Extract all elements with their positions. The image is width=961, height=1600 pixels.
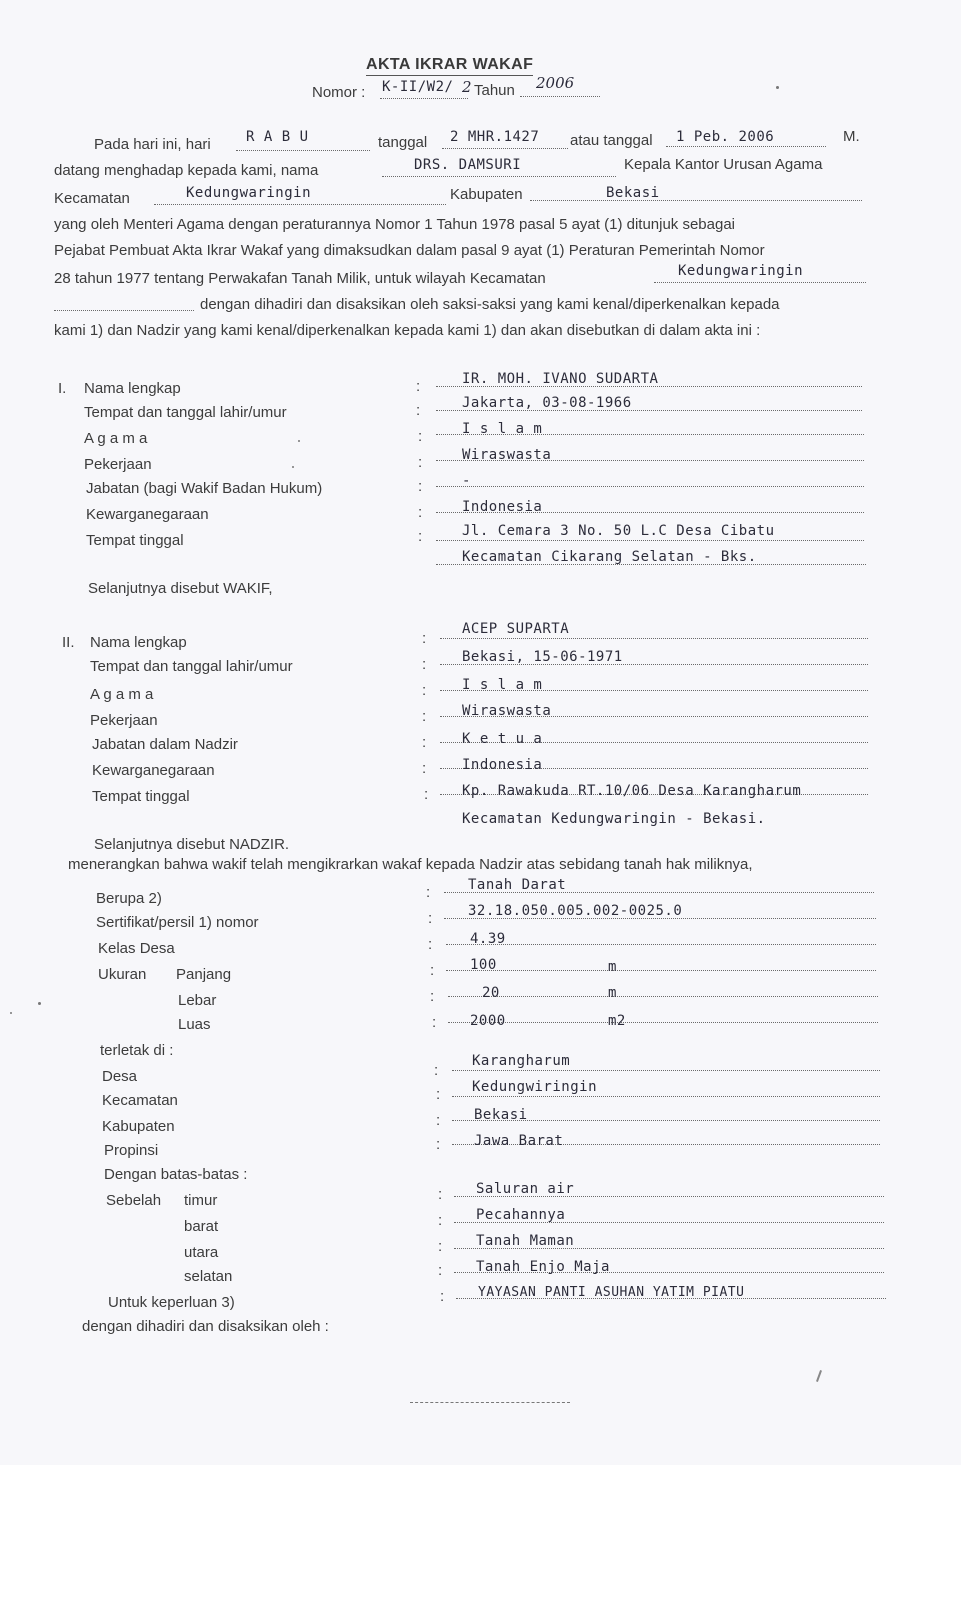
- colon: :: [424, 786, 429, 803]
- luas-label: Luas: [178, 1016, 211, 1033]
- desa-value: Karangharum: [472, 1053, 571, 1069]
- colon: :: [422, 630, 427, 647]
- dots: [448, 1022, 878, 1023]
- dots: [446, 970, 876, 971]
- colon: :: [422, 682, 427, 699]
- kelas-label: Kelas Desa: [98, 940, 175, 957]
- nadzir-jabatan: K e t u a: [462, 731, 543, 747]
- intro-l1-a: Pada hari ini, hari: [94, 136, 211, 153]
- intro-l2-b: Kepala Kantor Urusan Agama: [624, 156, 823, 173]
- colon: :: [418, 428, 423, 445]
- saksi-label: dengan dihadiri dan disaksikan oleh :: [82, 1318, 329, 1335]
- scan-speck: [292, 466, 294, 468]
- intro-l3-a: Kecamatan: [54, 190, 130, 207]
- terletak-label: terletak di :: [100, 1042, 174, 1059]
- nadzir-pekerjaan: Wiraswasta: [462, 703, 552, 719]
- dots: [448, 996, 878, 997]
- desa-label: Desa: [102, 1068, 138, 1085]
- barat-label: barat: [184, 1218, 219, 1235]
- timur-label: timur: [184, 1192, 218, 1209]
- nadzir-alamat: Kp. Rawakuda RT.10/06 Desa Karangharum: [462, 783, 802, 799]
- lebar-unit: m: [608, 985, 617, 1001]
- keperluan-value: YAYASAN PANTI ASUHAN YATIM PIATU: [478, 1285, 745, 1300]
- sertifikat-label: Sertifikat/persil 1) nomor: [96, 914, 259, 931]
- kecamatan-value-tanah: Kedungwiringin: [472, 1079, 598, 1095]
- batas-utara: Tanah Maman: [476, 1233, 575, 1249]
- nadzir-kewarganegaraan: Indonesia: [462, 757, 543, 773]
- scan-mark: [816, 1370, 822, 1382]
- intro-l8: kami 1) dan Nadzir yang kami kenal/diperkenalkan kepada kami 1) dan akan disebutkan di dalam akta ini :: [54, 322, 761, 339]
- dots: [452, 1096, 880, 1097]
- wakif-label-ttl: Tempat dan tanggal lahir/umur: [84, 404, 287, 421]
- nomor-hand: 2: [462, 78, 472, 96]
- intro-l4: yang oleh Menteri Agama dengan peraturannya Nomor 1 Tahun 1978 pasal 5 ayat (1) ditunjuk sebagai: [54, 216, 736, 233]
- nomor-value: K-II/W2/: [382, 79, 454, 95]
- colon: :: [436, 1112, 441, 1129]
- statement: menerangkan bahwa wakif telah mengikrarkan wakaf kepada Nadzir atas sebidang tanah hak miliknya,: [68, 856, 753, 873]
- wakif-label-pekerjaan: Pekerjaan: [84, 456, 152, 473]
- ukuran-label: Ukuran: [98, 966, 147, 983]
- nomor-dots: [380, 98, 468, 99]
- nadzir-label-jabatan: Jabatan dalam Nadzir: [92, 736, 238, 753]
- luas-unit: m2: [608, 1013, 626, 1029]
- wakif-label-nama: Nama lengkap: [84, 380, 181, 397]
- colon: :: [428, 936, 433, 953]
- intro-l7: dengan dihadiri dan disaksikan oleh saksi-saksi yang kami kenal/diperkenalkan kepada: [200, 296, 780, 313]
- colon: :: [422, 734, 427, 751]
- wakif-nama: IR. MOH. IVANO SUDARTA: [462, 371, 659, 387]
- tahun-label: Tahun: [474, 82, 515, 99]
- colon: :: [438, 1262, 443, 1279]
- kabupaten-value: Bekasi: [606, 185, 660, 201]
- colon: :: [430, 988, 435, 1005]
- nadzir-alamat-2: Kecamatan Kedungwaringin - Bekasi.: [462, 811, 766, 827]
- panjang-label: Panjang: [176, 966, 232, 983]
- wilayah-value: Kedungwaringin: [678, 263, 804, 279]
- keperluan-label: Untuk keperluan 3): [108, 1294, 235, 1311]
- colon: :: [416, 402, 421, 419]
- colon: :: [422, 708, 427, 725]
- nadzir-label-agama: A g a m a: [90, 686, 154, 703]
- colon: :: [440, 1288, 445, 1305]
- tahun-dots: [520, 96, 600, 97]
- wakif-jabatan: -: [462, 473, 471, 489]
- lebar-label: Lebar: [178, 992, 217, 1009]
- batas-barat: Pecahannya: [476, 1207, 566, 1223]
- scan-speck: [38, 1002, 41, 1005]
- kecamatan-value: Kedungwaringin: [186, 185, 312, 201]
- nomor-label: Nomor :: [312, 84, 366, 101]
- dots: [452, 1070, 880, 1071]
- intro-l5: Pejabat Pembuat Akta Ikrar Wakaf yang dimaksudkan dalam pasal 9 ayat (1) Peraturan Pemerintah Nomor: [54, 242, 765, 259]
- nama-kepala: DRS. DAMSURI: [414, 157, 522, 173]
- batas-timur: Saluran air: [476, 1181, 575, 1197]
- kabupaten-label: Kabupaten: [102, 1118, 175, 1135]
- tanggal-value: 2 MHR.1427: [450, 129, 540, 145]
- wakif-agama: I s l a m: [462, 421, 543, 437]
- propinsi-label: Propinsi: [104, 1142, 159, 1159]
- colon: :: [422, 656, 427, 673]
- scan-speck: [776, 86, 779, 89]
- kabupaten-value-tanah: Bekasi: [474, 1107, 528, 1123]
- colon: :: [418, 528, 423, 545]
- dots: [440, 638, 868, 639]
- nadzir-label-tempat-tinggal: Tempat tinggal: [92, 788, 190, 805]
- panjang-value: 100: [470, 957, 497, 973]
- propinsi-value: Jawa Barat: [474, 1133, 564, 1149]
- wakif-number: I.: [58, 380, 67, 397]
- sertifikat-value: 32.18.050.005.002-0025.0: [468, 903, 683, 919]
- colon: :: [422, 760, 427, 777]
- sebelah-label: Sebelah: [106, 1192, 162, 1209]
- colon: :: [438, 1212, 443, 1229]
- colon: :: [426, 884, 431, 901]
- wakif-ttl: Jakarta, 03-08-1966: [462, 395, 632, 411]
- colon: :: [436, 1086, 441, 1103]
- colon: :: [432, 1014, 437, 1031]
- nadzir-ttl: Bekasi, 15-06-1971: [462, 649, 623, 665]
- intro-l6-a: 28 tahun 1977 tentang Perwakafan Tanah Milik, untuk wilayah Kecamatan: [54, 270, 546, 287]
- berupa-label: Berupa 2): [96, 890, 162, 907]
- batas-selatan: Tanah Enjo Maja: [476, 1259, 610, 1275]
- utara-label: utara: [184, 1244, 219, 1261]
- berupa-value: Tanah Darat: [468, 877, 567, 893]
- wakif-alamat: Jl. Cemara 3 No. 50 L.C Desa Cibatu: [462, 523, 775, 539]
- kecamatan-dots: [154, 204, 446, 205]
- colon: :: [430, 962, 435, 979]
- masehi-dots: [666, 146, 826, 147]
- scan-mark: [410, 1402, 570, 1403]
- nadzir-agama: I s l a m: [462, 677, 543, 693]
- scan-speck: [10, 1012, 12, 1014]
- colon: :: [438, 1186, 443, 1203]
- colon: :: [416, 378, 421, 395]
- kelas-value: 4.39: [470, 931, 506, 947]
- nadzir-nama: ACEP SUPARTA: [462, 621, 570, 637]
- wakif-label-agama: A g a m a: [84, 430, 148, 447]
- tahun-value: 2006: [536, 74, 575, 92]
- nadzir-label-nama: Nama lengkap: [90, 634, 187, 651]
- nadzir-label-pekerjaan: Pekerjaan: [90, 712, 158, 729]
- scan-speck: [298, 440, 300, 442]
- wakif-pekerjaan: Wiraswasta: [462, 447, 552, 463]
- colon: :: [418, 478, 423, 495]
- dots: [436, 540, 864, 541]
- dots: [436, 486, 864, 487]
- nadzir-label-kewarganegaraan: Kewarganegaraan: [92, 762, 215, 779]
- nadzir-label-ttl: Tempat dan tanggal lahir/umur: [90, 658, 293, 675]
- dots: [446, 944, 876, 945]
- wakif-label-tempat-tinggal: Tempat tinggal: [86, 532, 184, 549]
- nadzir-closing: Selanjutnya disebut NADZIR.: [94, 836, 290, 853]
- colon: :: [438, 1238, 443, 1255]
- colon: :: [418, 454, 423, 471]
- hari-value: R A B U: [246, 129, 309, 145]
- intro-l2-a: datang menghadap kepada kami, nama: [54, 162, 319, 179]
- colon: :: [434, 1062, 439, 1079]
- wilayah-dots: [654, 282, 866, 283]
- kabupaten-dots: [530, 200, 862, 201]
- wakif-label-jabatan: Jabatan (bagi Wakif Badan Hukum): [86, 480, 323, 497]
- wakif-kewarganegaraan: Indonesia: [462, 499, 543, 515]
- lebar-value: 20: [482, 985, 500, 1001]
- wakif-alamat-2: Kecamatan Cikarang Selatan - Bks.: [462, 549, 757, 565]
- tanggal-masehi: 1 Peb. 2006: [676, 129, 775, 145]
- l7-lead-dots: [54, 310, 194, 311]
- panjang-unit: m: [608, 959, 617, 975]
- intro-l1-b: tanggal: [378, 134, 428, 151]
- selatan-label: selatan: [184, 1268, 233, 1285]
- intro-l1-d: M.: [843, 128, 860, 145]
- colon: :: [428, 910, 433, 927]
- intro-l1-c: atau tanggal: [570, 132, 653, 149]
- tanggal-dots: [442, 148, 568, 149]
- hari-dots: [236, 150, 370, 151]
- kecamatan-label: Kecamatan: [102, 1092, 178, 1109]
- batas-label: Dengan batas-batas :: [104, 1166, 248, 1183]
- nadzir-number: II.: [62, 634, 75, 651]
- wakif-label-kewarganegaraan: Kewarganegaraan: [86, 506, 209, 523]
- colon: :: [418, 504, 423, 521]
- document-title: AKTA IKRAR WAKAF: [366, 56, 533, 76]
- colon: :: [436, 1136, 441, 1153]
- nama-kepala-dots: [382, 176, 616, 177]
- wakif-closing: Selanjutnya disebut WAKIF,: [88, 580, 273, 597]
- luas-value: 2000: [470, 1013, 506, 1029]
- intro-l3-b: Kabupaten: [450, 186, 523, 203]
